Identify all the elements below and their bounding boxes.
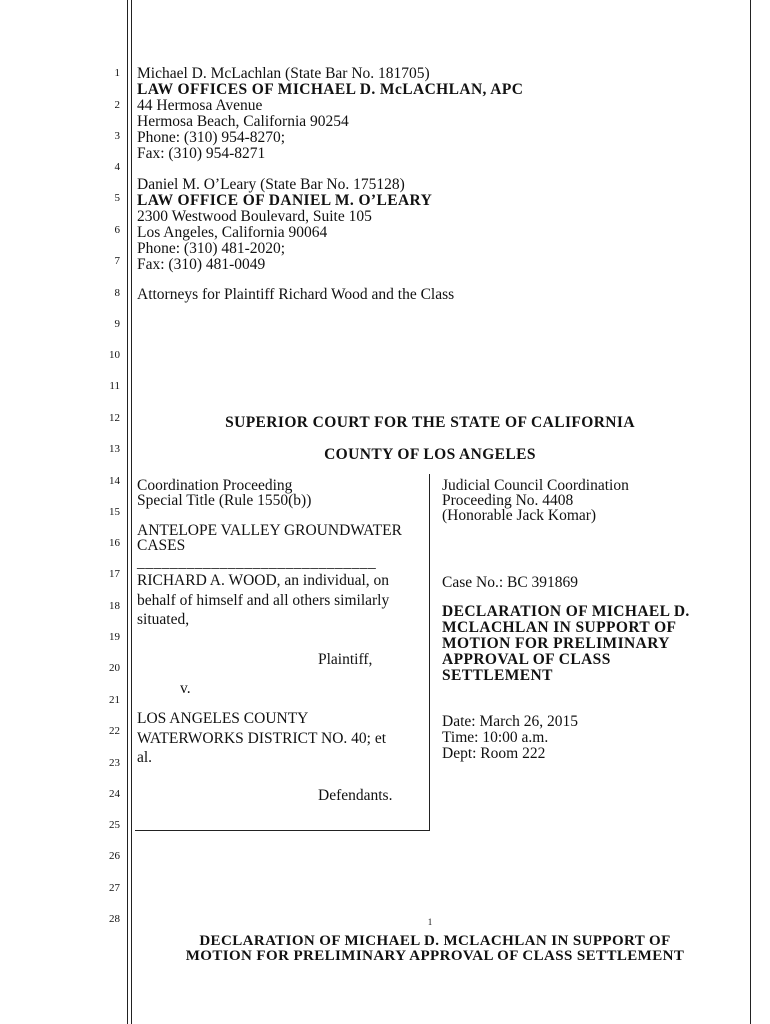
caption-divider [429, 474, 430, 831]
judge-name: (Honorable Jack Komar) [442, 507, 597, 524]
attorney-phone: Phone: (310) 481-2020; [137, 240, 286, 257]
attorneys-for: Attorneys for Plaintiff Richard Wood and the Class [137, 286, 455, 303]
attorney-address-line1: 44 Hermosa Avenue [137, 97, 263, 114]
line-number: 15 [109, 506, 120, 518]
line-number: 9 [114, 318, 120, 330]
attorney-address-line2: Hermosa Beach, California 90254 [137, 113, 349, 130]
judicial-council-line2: Proceeding No. 4408 [442, 492, 574, 509]
line-number: 10 [109, 349, 120, 361]
left-margin-rule-outer [127, 0, 128, 1024]
line-number: 7 [114, 255, 120, 267]
line-number: 6 [114, 224, 120, 236]
right-margin-rule [750, 0, 751, 1024]
attorney-address-line1: 2300 Westwood Boulevard, Suite 105 [137, 208, 372, 225]
attorney-name: Michael D. McLachlan (State Bar No. 181705) [137, 65, 430, 82]
line-number: 13 [109, 443, 120, 455]
line-number: 4 [114, 161, 120, 173]
versus: v. [180, 680, 191, 697]
document-title-line3: MOTION FOR PRELIMINARY [442, 635, 670, 652]
line-number: 17 [109, 568, 120, 580]
court-county: COUNTY OF LOS ANGELES [324, 446, 536, 463]
defendant-name-cont: WATERWORKS DISTRICT NO. 40; et [137, 730, 387, 747]
defendant-name: LOS ANGELES COUNTY [137, 710, 309, 727]
line-number: 20 [109, 662, 120, 674]
defendant-role: Defendants. [318, 787, 393, 804]
special-title: Special Title (Rule 1550(b)) [137, 492, 312, 509]
line-number: 27 [109, 882, 120, 894]
attorney-firm: LAW OFFICE OF DANIEL M. O’LEARY [137, 192, 433, 209]
attorney-firm: LAW OFFICES OF MICHAEL D. McLACHLAN, APC [137, 81, 524, 98]
line-number: 2 [114, 99, 120, 111]
plaintiff-description: behalf of himself and all others similarly [137, 592, 390, 609]
coordination-proceeding: Coordination Proceeding [137, 477, 293, 494]
plaintiff-description-cont: situated, [137, 611, 190, 628]
footer-title-line2: MOTION FOR PRELIMINARY APPROVAL OF CLASS SETTLEMENT [185, 948, 685, 964]
line-number: 19 [109, 631, 120, 643]
plaintiff-name: RICHARD A. WOOD, an individual, on [137, 572, 390, 589]
document-title-line4: APPROVAL OF CLASS [442, 651, 611, 668]
line-number: 1 [114, 67, 120, 79]
caption-bottom-rule [135, 830, 430, 831]
attorney-address-line2: Los Angeles, California 90064 [137, 224, 328, 241]
document-title-line1: DECLARATION OF MICHAEL D. [442, 603, 690, 620]
line-number: 3 [114, 130, 120, 142]
hearing-time: Time: 10:00 a.m. [442, 729, 549, 746]
line-number: 11 [109, 380, 120, 392]
document-title-line5: SETTLEMENT [442, 667, 553, 684]
line-number: 23 [109, 757, 120, 769]
line-number: 16 [109, 537, 120, 549]
defendant-name-end: al. [137, 749, 153, 766]
court-name: SUPERIOR COURT FOR THE STATE OF CALIFORNIA [225, 414, 635, 431]
line-number: 25 [109, 819, 120, 831]
judicial-council-line1: Judicial Council Coordination [442, 477, 629, 494]
page-number: 1 [427, 917, 433, 927]
left-margin-rule-inner [131, 0, 132, 1024]
attorney-fax: Fax: (310) 954-8271 [137, 145, 266, 162]
line-number: 24 [109, 788, 120, 800]
line-number: 18 [109, 600, 120, 612]
line-number: 22 [109, 725, 120, 737]
line-number: 12 [109, 412, 120, 424]
line-number: 28 [109, 913, 120, 925]
line-number: 26 [109, 850, 120, 862]
attorney-phone: Phone: (310) 954-8270; [137, 129, 286, 146]
document-title-line2: MCLACHLAN IN SUPPORT OF [442, 619, 677, 636]
plaintiff-role: Plaintiff, [318, 651, 373, 668]
caption-separator: _____________________________ [137, 554, 377, 571]
line-number: 21 [109, 694, 120, 706]
footer-title-line1: DECLARATION OF MICHAEL D. MCLACHLAN IN SUPPORT OF [199, 933, 671, 949]
hearing-department: Dept: Room 222 [442, 745, 546, 762]
case-name-cont: CASES [137, 537, 186, 554]
case-name: ANTELOPE VALLEY GROUNDWATER [137, 522, 402, 539]
case-number: Case No.: BC 391869 [442, 574, 579, 591]
line-number: 8 [114, 287, 120, 299]
hearing-date: Date: March 26, 2015 [442, 713, 579, 730]
attorney-fax: Fax: (310) 481-0049 [137, 256, 266, 273]
line-number: 5 [114, 192, 120, 204]
attorney-name: Daniel M. O’Leary (State Bar No. 175128) [137, 176, 405, 193]
line-number: 14 [109, 475, 120, 487]
